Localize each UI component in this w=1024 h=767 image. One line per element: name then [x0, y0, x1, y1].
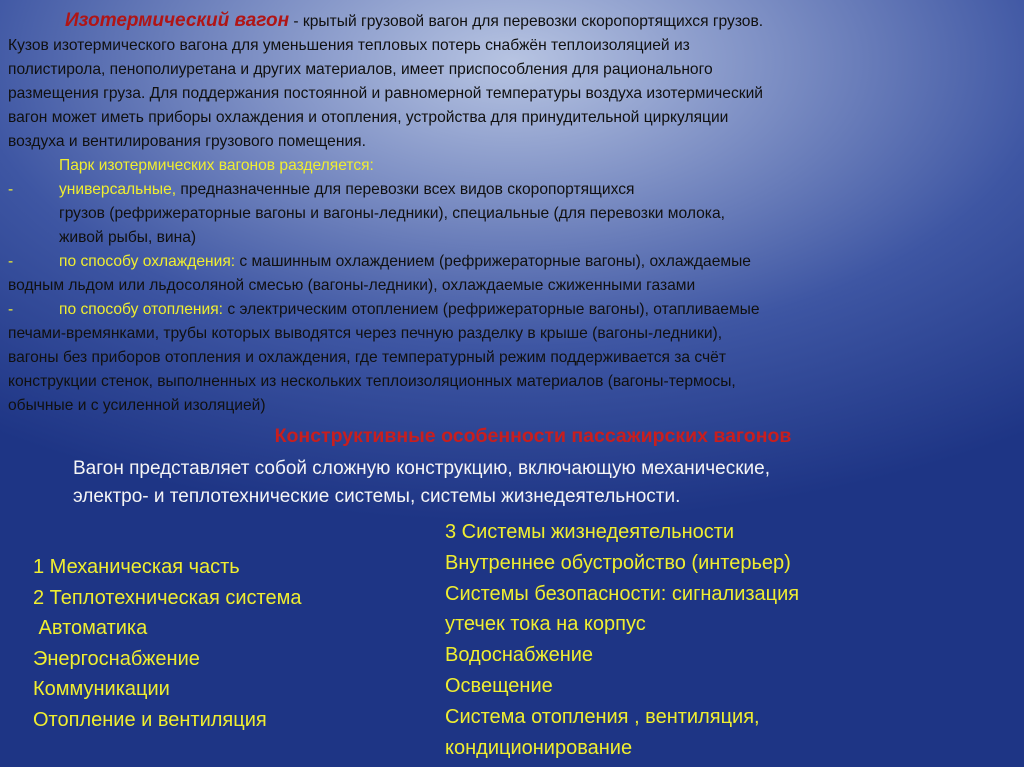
bullet-continuation: обычные и с усиленной изоляцией)	[8, 397, 266, 414]
right-systems-list	[445, 517, 799, 763]
list-item: Энергоснабжение	[33, 647, 200, 670]
body-line: Кузов изотермического вагона для уменьшения тепловых потерь снабжён теплоизоляцией из	[8, 37, 690, 54]
bullet-heating	[8, 298, 1010, 322]
bullet-dash: -	[8, 181, 14, 198]
list-item: Освещение	[445, 674, 553, 697]
title-row	[8, 9, 1010, 34]
bullet-continuation: конструкции стенок, выполненных из нескольких теплоизоляционных материалов (вагоны-термосы,	[8, 373, 736, 390]
section-title: Изотермический вагон	[65, 10, 290, 31]
body-line: полистирола, пенополиуретана и других материалов, имеет приспособления для рационального	[8, 61, 713, 78]
list-item: Системы безопасности: сигнализация	[445, 582, 800, 605]
bullet-continuation: живой рыбы, вина)	[59, 229, 197, 246]
intro-line: Вагон представляет собой сложную конструкцию, включающую механические,	[73, 458, 770, 479]
left-systems-list	[33, 552, 302, 735]
bullet-dash: -	[8, 301, 14, 318]
list-item: 3 Системы жизнедеятельности	[445, 521, 735, 543]
bullet-label: универсальные,	[59, 181, 177, 198]
bullet-cooling	[8, 250, 1010, 274]
bullet-text: с электрическим отоплением (рефрижераторные вагоны), отапливаемые	[223, 301, 760, 318]
list-item: утечек тока на корпус	[445, 613, 646, 636]
bullet-continuation: водным льдом или льдосоляной смесью (вагоны-ледники), охлаждаемые сжиженными газами	[8, 277, 696, 294]
bullet-label: по способу отопления:	[59, 301, 224, 318]
list-item: Система отопления , вентиляция,	[445, 705, 760, 728]
list-item: кондиционирование	[445, 736, 633, 759]
intro-line: электро- и теплотехнические системы, системы жизнедеятельности.	[73, 486, 681, 507]
bullet-text: предназначенные для перевозки всех видов скоропортящихся	[176, 181, 635, 198]
bullet-label: по способу охлаждения:	[59, 253, 236, 270]
list-item: Коммуникации	[33, 678, 170, 700]
title-definition: - крытый грузовой вагон для перевозки скоропортящихся грузов.	[289, 13, 764, 30]
bullet-continuation: печами-времянками, трубы которых выводятся через печную разделку в крыше (вагоны-ледники),	[8, 325, 723, 342]
list-item: 2 Теплотехническая система	[33, 586, 302, 609]
list-item: Внутреннее обустройство (интерьер)	[445, 551, 791, 574]
body-line: вагон может иметь приборы охлаждения и отопления, устройства для принудительной циркуляции	[8, 109, 729, 126]
body-line: размещения груза. Для поддержания постоянной и равномерной температуры воздуха изотермический	[8, 85, 764, 102]
list-item: 1 Механическая часть	[33, 556, 240, 578]
bullet-dash: -	[8, 253, 14, 270]
passenger-wagon-heading: Конструктивные особенности пассажирских вагонов	[274, 425, 792, 447]
bullet-text: с машинным охлаждением (рефрижераторные вагоны), охлаждаемые	[235, 253, 751, 270]
isothermal-wagon-section	[8, 9, 1010, 418]
park-heading: Парк изотермических вагонов разделяется:	[59, 157, 374, 174]
intro-paragraph	[73, 455, 770, 511]
list-item: Отопление и вентиляция	[33, 708, 267, 731]
list-item: Водоснабжение	[445, 644, 594, 667]
bullet-universal	[8, 178, 1010, 202]
bullet-continuation: вагоны без приборов отопления и охлаждения, где температурный режим поддерживается за счёт	[8, 349, 726, 366]
body-line: воздуха и вентилирования грузового помещения.	[8, 133, 366, 150]
list-item: Автоматика	[33, 617, 148, 639]
bullet-continuation: грузов (рефрижераторные вагоны и вагоны-ледники), специальные (для перевозки молока,	[59, 205, 725, 222]
